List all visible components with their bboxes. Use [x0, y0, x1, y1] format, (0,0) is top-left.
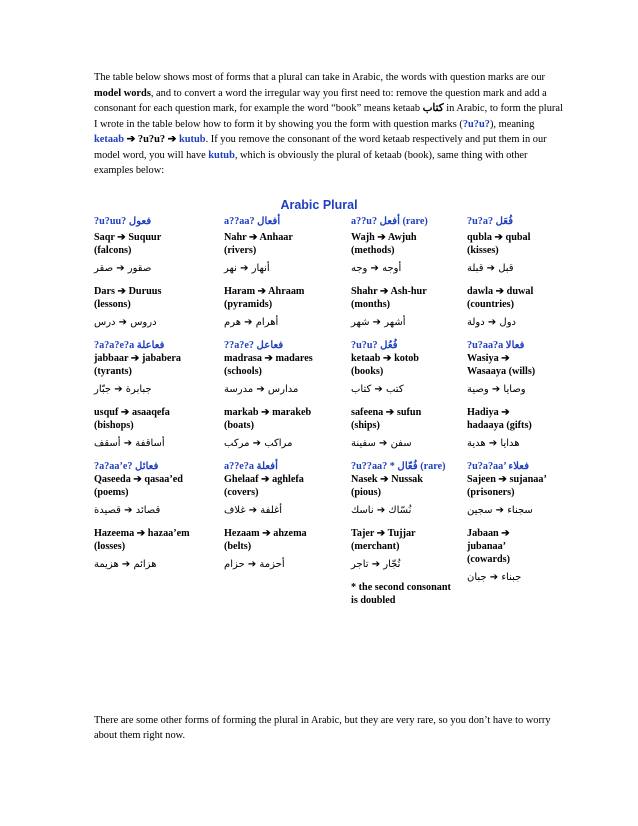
- plural-column-3: [351, 215, 459, 607]
- pattern-header: ?u?uu? فعول: [94, 216, 152, 227]
- entry-en1: Nasek ➔ Nussak: [351, 474, 423, 485]
- entry-en3: (cowards): [467, 554, 511, 565]
- entry-en1: Hadiya ➔: [467, 407, 510, 418]
- plural-entry: [224, 527, 349, 571]
- entry-en1: Dars ➔ Duruus: [94, 286, 162, 297]
- plural-entry: [94, 406, 219, 450]
- intro-text-2: , and to convert a word the irregular way you first need to: remove the question mark and add a consonant for each question mark, for example the word “book” means ketaab: [94, 87, 547, 114]
- arabic-forms: أنهار ➔ نهر: [224, 263, 270, 274]
- plural-entry: [351, 231, 459, 275]
- footer-paragraph: There are some other forms of forming the plural in Arabic, but they are very rare, so you don’t have to worry about them right now.: [94, 715, 551, 741]
- entry-en2: (methods): [351, 245, 395, 256]
- plural-entry: [94, 527, 219, 571]
- arabic-forms: دول ➔ دولة: [467, 317, 516, 328]
- entry-en1: Sajeen ➔ sujanaa’: [467, 474, 547, 485]
- plural-entry: [467, 527, 587, 584]
- arabic-book-word: كتاب: [422, 103, 444, 114]
- entry-en1: dawla ➔ duwal: [467, 286, 534, 297]
- pattern-header: a??u? أفعل (rare): [351, 216, 428, 227]
- entry-en2: (covers): [224, 487, 259, 498]
- entry-en1: Nahr ➔ Anhaar: [224, 232, 293, 243]
- plural-entry: [224, 406, 349, 450]
- arabic-forms: دروس ➔ درس: [94, 317, 157, 328]
- entry-en2: (losses): [94, 541, 126, 552]
- intro-text-5: . If you remove the consonant of the word ketaab respectively and put them in our model word, you will have: [94, 134, 547, 161]
- plural-entry: [351, 527, 459, 571]
- arabic-forms: هزائم ➔ هزيمة: [94, 559, 157, 570]
- arabic-forms: صقور ➔ صقر: [94, 263, 152, 274]
- entry-en2: Wasaaya (wills): [467, 366, 536, 377]
- entry-en2: (boats): [224, 420, 254, 431]
- kutub-highlight: kutub: [178, 134, 206, 145]
- intro-text-3: in Arabic, to form the plural I wrote in the table below how to form it by showing you the form with question marks (: [94, 103, 563, 130]
- plural-column-4: [467, 215, 587, 584]
- arabic-forms: أهرام ➔ هرم: [224, 317, 279, 328]
- plural-entry: [224, 460, 349, 517]
- entry-en1: Qaseeda ➔ qasaa’ed: [94, 474, 183, 485]
- model-words-bold: model words: [94, 87, 151, 99]
- entry-en2: (ships): [351, 420, 380, 431]
- entry-en1: Wajh ➔ Awjuh: [351, 232, 417, 243]
- plural-entry: [351, 406, 459, 450]
- pattern-highlight: ?u?u?: [462, 118, 490, 130]
- plural-entry: [467, 460, 587, 517]
- arabic-forms: أحزمة ➔ حزام: [224, 559, 285, 570]
- arabic-forms: جبابرة ➔ جبّار: [94, 384, 152, 395]
- entry-en1: jabbaar ➔ jababera: [94, 353, 182, 364]
- plural-entry: [94, 231, 219, 275]
- plural-entry: [467, 231, 587, 275]
- entry-en1: Haram ➔ Ahraam: [224, 286, 305, 297]
- entry-en2: (prisoners): [467, 487, 515, 498]
- arabic-forms: هدايا ➔ هدية: [467, 438, 520, 449]
- arabic-forms: سجناء ➔ سجين: [467, 505, 533, 516]
- entry-en1: Jabaan ➔: [467, 528, 510, 539]
- plural-entry: [467, 339, 587, 396]
- pattern-label: ?a?aa’e? فعائل: [94, 461, 159, 472]
- entry-en2: (pious): [351, 487, 382, 498]
- intro-text-4: ), meaning: [489, 118, 535, 130]
- entry-en2: (schools): [224, 366, 262, 377]
- plural-entry: [94, 460, 219, 517]
- plural-entry: [467, 406, 587, 450]
- arabic-forms: أساقفة ➔ أسقف: [94, 438, 165, 449]
- ketaab-highlight: ketaab: [94, 134, 125, 145]
- entry-en2: (bishops): [94, 420, 134, 431]
- entry-en2: (countries): [467, 299, 514, 310]
- entry-en2: (falcons): [94, 245, 132, 256]
- pattern-label: ?u?a?aa’ فعلاء: [467, 461, 530, 472]
- entry-en1: markab ➔ marakeb: [224, 407, 312, 418]
- arabic-forms: أشهر ➔ شهر: [351, 317, 406, 328]
- entry-en2: jubanaa’: [467, 541, 507, 552]
- plural-entry: [94, 339, 219, 396]
- plural-column-1: [94, 215, 219, 571]
- pattern-header: a??aa? أفعال: [224, 216, 281, 227]
- arabic-forms: جبناء ➔ جبان: [467, 572, 522, 583]
- entry-en1: Saqr ➔ Suquur: [94, 232, 162, 243]
- arrow-sequence: ➔ ?u?u? ➔: [124, 134, 179, 145]
- entry-en1: Ghelaaf ➔ aghlefa: [224, 474, 304, 485]
- entry-en2: (tyrants): [94, 366, 132, 377]
- plural-entry: [224, 231, 349, 275]
- intro-text-1: The table below shows most of forms that a plural can take in Arabic, the words with question marks are our: [94, 72, 546, 83]
- arabic-forms: تُجّار ➔ تاجر: [351, 559, 401, 570]
- entry-en2: (months): [351, 299, 391, 310]
- plural-entry: [467, 285, 587, 329]
- entry-en2: (books): [351, 366, 384, 377]
- entry-en1: Shahr ➔ Ash-hur: [351, 286, 427, 297]
- plural-entry: [351, 339, 459, 396]
- entry-en2: (lessons): [94, 299, 131, 310]
- arabic-forms: مراكب ➔ مركب: [224, 438, 293, 449]
- entry-en1: Tajer ➔ Tujjar: [351, 528, 416, 539]
- pattern-label: ?a?a?e?a فعاعلة: [94, 340, 165, 351]
- entry-en2: (belts): [224, 541, 252, 552]
- entry-en2: (merchant): [351, 541, 400, 552]
- pattern-label: a??e?a أفعلة: [224, 461, 278, 472]
- entry-en2: (rivers): [224, 245, 257, 256]
- entry-en1: safeena ➔ sufun: [351, 407, 422, 418]
- entry-en1: Wasiya ➔: [467, 353, 510, 364]
- entry-en1: qubla ➔ qubal: [467, 232, 531, 243]
- plural-entry: [351, 460, 459, 517]
- arabic-forms: قصائد ➔ قصيدة: [94, 505, 161, 516]
- arabic-forms: نُسّاك ➔ ناسك: [351, 505, 412, 516]
- entry-en1: Hezaam ➔ ahzema: [224, 528, 307, 539]
- entry-en1: usquf ➔ asaaqefa: [94, 407, 170, 418]
- entry-en1: Hazeema ➔ hazaa’em: [94, 528, 190, 539]
- pattern-label: ?u??aa? * فُعّال (rare): [351, 461, 446, 472]
- entry-en1: madrasa ➔ madares: [224, 353, 313, 364]
- table-title: Arabic Plural: [280, 198, 358, 212]
- plural-entry: [94, 285, 219, 329]
- pattern-label: ?u?aa?a فعالا: [467, 340, 525, 351]
- pattern-header: ?u?a? فُعَل: [467, 216, 514, 227]
- pattern-label: ?u?u? فُعُل: [351, 340, 398, 351]
- entry-en2: (kisses): [467, 245, 499, 256]
- arabic-forms: قبل ➔ قبلة: [467, 263, 514, 274]
- plural-entry: [351, 285, 459, 329]
- arabic-forms: مدارس ➔ مدرسة: [224, 384, 299, 395]
- entry-en2: (pyramids): [224, 299, 273, 310]
- kutub-highlight-2: kutub: [208, 149, 235, 161]
- entry-en2: hadaaya (gifts): [467, 420, 532, 431]
- plural-entry: [224, 339, 349, 396]
- arabic-forms: كتب ➔ كتاب: [351, 384, 404, 395]
- entry-en1: ketaab ➔ kotob: [351, 353, 419, 364]
- pattern-label: ??a?e? فعاعل: [224, 340, 284, 351]
- arabic-forms: أوجه ➔ وجه: [351, 263, 402, 274]
- arabic-forms: وصايا ➔ وصية: [467, 384, 526, 395]
- arabic-forms: أغلفة ➔ غلاف: [224, 505, 283, 516]
- arabic-forms: سفن ➔ سفينة: [351, 438, 412, 449]
- intro-text-6: , which is obviously the plural of ketaab (book), same thing with other examples below:: [94, 149, 528, 176]
- plural-entry: [224, 285, 349, 329]
- intro-paragraph: [94, 70, 564, 179]
- plural-column-2: [224, 215, 349, 571]
- entry-en2: (poems): [94, 487, 129, 498]
- footnote: * the second consonant is doubled: [351, 582, 451, 606]
